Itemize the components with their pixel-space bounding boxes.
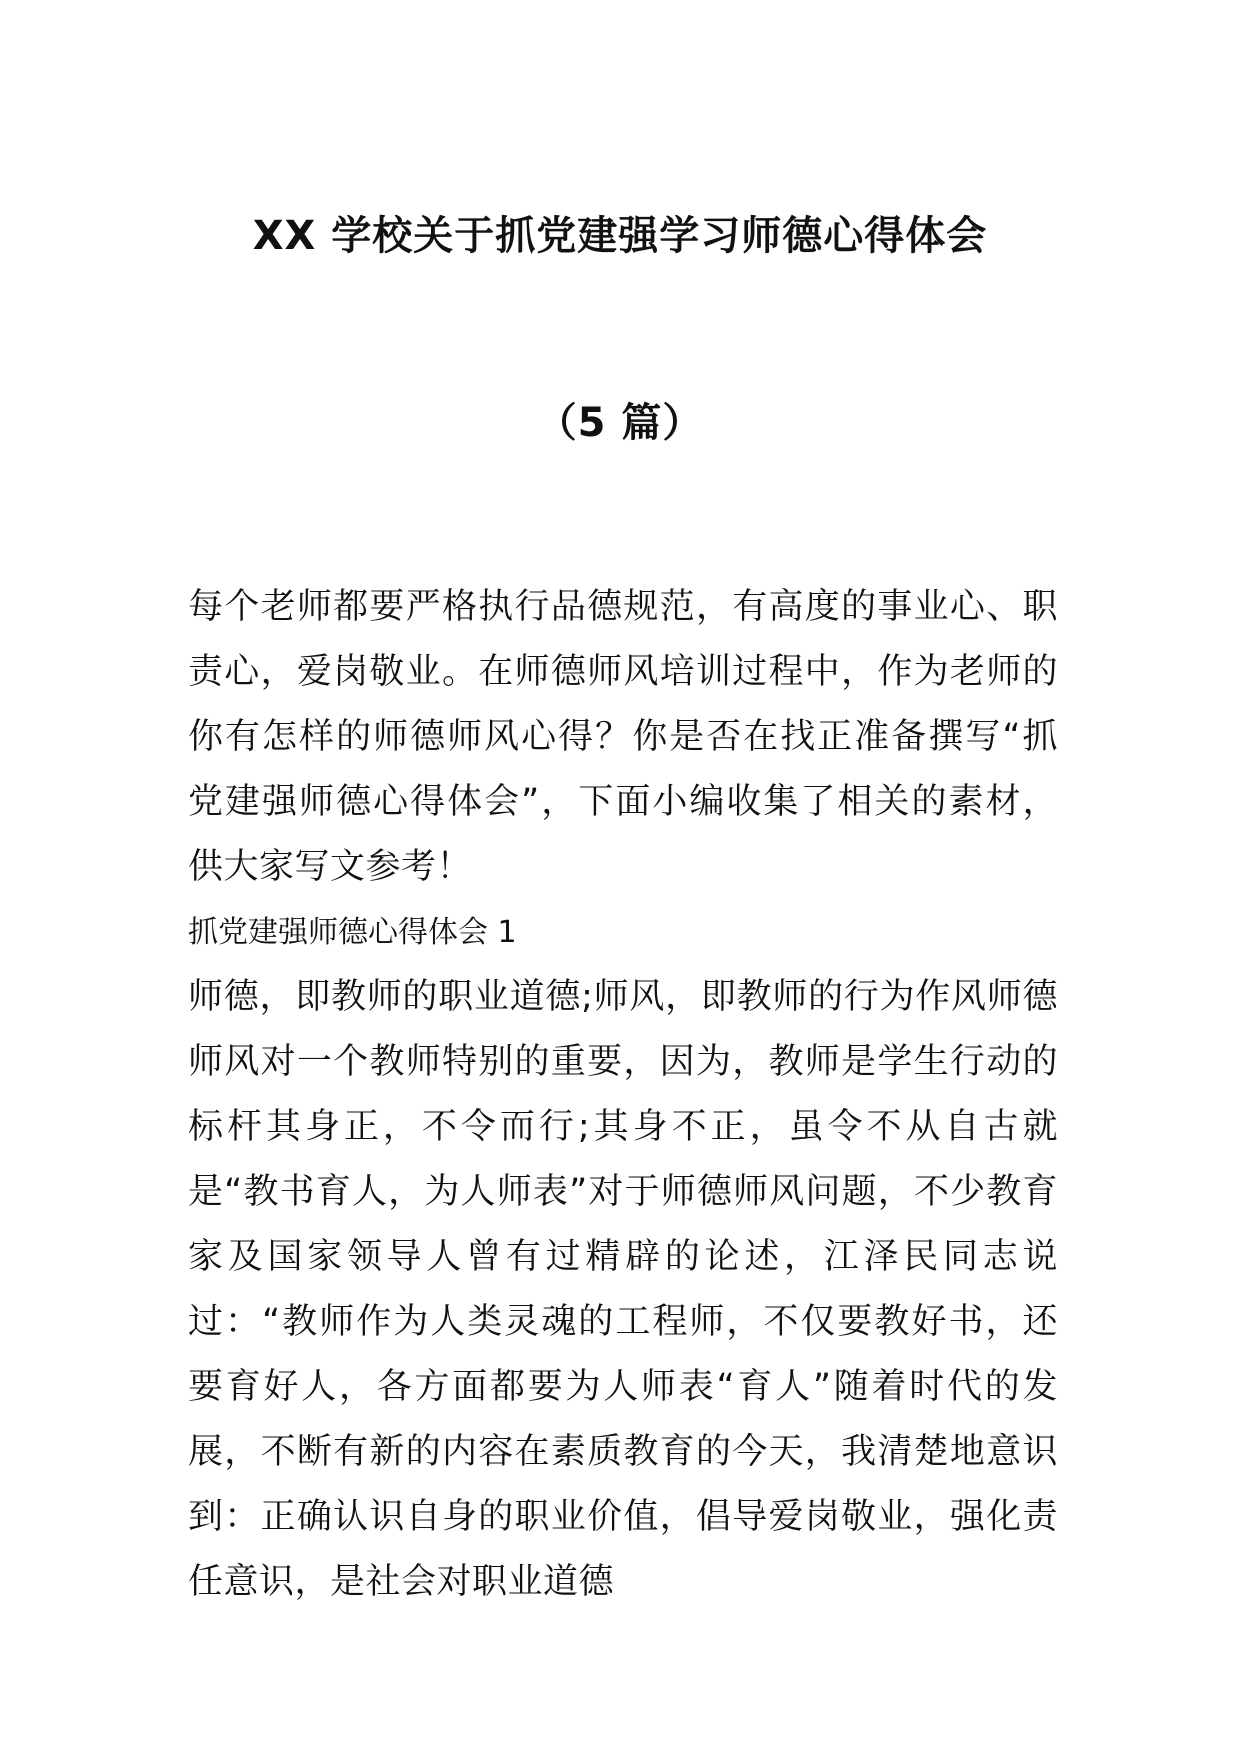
intro-paragraph: 每个老师都要严格执行品德规范，有高度的事业心、职责心，爱岗敬业。在师德师风培训过程中，作为老师的你有怎样的师德师风心得？你是否在找正准备撰写“抓党建强师德心得体会”，下面小编收集了相关的素材，供大家写文参考！: [188, 587, 1058, 887]
document-title: XX 学校关于抓党建强学习师德心得体会: [252, 213, 988, 259]
section-paragraph: 师德，即教师的职业道德;师风，即教师的行为作风师德师风对一个教师特别的重要，因为，教师是学生行动的标杆其身正，不令而行;其身不正，虽令不从自古就是“教书育人，为人师表”对于师德师风问题，不少教育家及国家领导人曾有过精辟的论述，江泽民同志说过：“教师作为人类灵魂的工程师，不仅要教好书，还要育好人，各方面都要为人师表“育人”随着时代的发展，不断有新的内容在素质教育的今天，我清楚地意识到：正确认识自身的职业价值，倡导爱岗敬业，强化责任意识，是社会对职业道德: [188, 977, 1058, 1602]
document-subtitle: （5 篇）: [536, 400, 704, 446]
section-heading: 抓党建强师德心得体会 1: [188, 915, 517, 950]
document-body: [188, 575, 1058, 1615]
